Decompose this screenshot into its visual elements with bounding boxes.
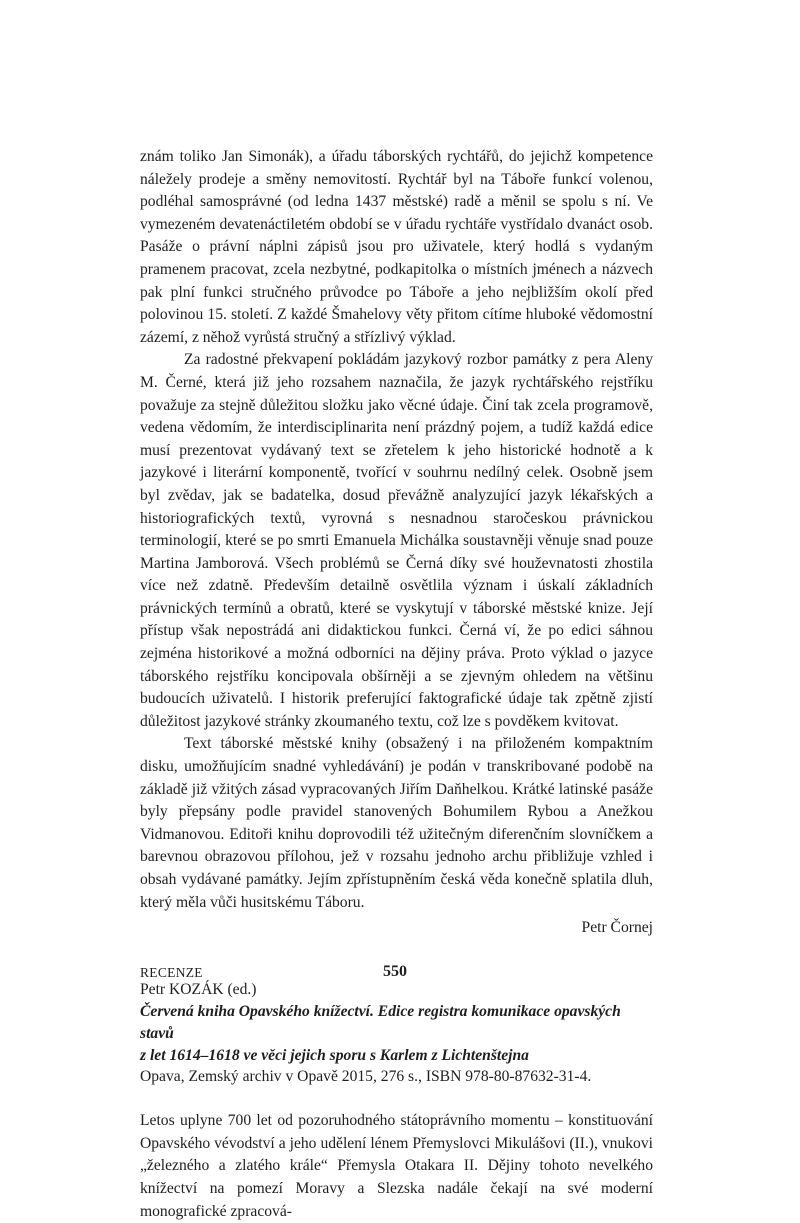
review-first-paragraph: Letos uplyne 700 let od pozoruhodného státoprávního momentu – konstituování Opavského vévodství a jeho udělení lénem Přemyslovci Mikulášovi (II.), vnukovi „železného a zlatého krále“ Přemysla Otakara II. Dějiny tohoto nevelkého knížectví na pomezí Moravy a Slezska nadále čekají na své moderní monografické zpracová- xyxy=(140,1112,653,1220)
page-body xyxy=(140,146,653,1223)
footer-page-number: 550 xyxy=(383,963,407,980)
review-signature: Petr Čornej xyxy=(581,919,653,937)
page-footer xyxy=(140,963,653,983)
review-book-title-line-1: Červená kniha Opavského knížectví. Edice registra komunikace opavských stavů xyxy=(140,1002,621,1042)
body-paragraph-language-analysis: Za radostné překvapení pokládám jazykový rozbor památky z pera Aleny M. Černé, která již jeho rozsahem naznačila, že jazyk rychtářského rejstříku považuje za stejně důležitou složku jako věcné údaje. Činí tak zcela programově, vedena vědomím, že interdisciplinarita není prázdný pojem, a tudíž každá edice musí prezentovat vydávaný text se zřetelem k jeho historické hodnotě a k jazykové i literární komponentě, tvořící v souhrnu nedílný celek. Osobně jsem byl zvědav, jak se badatelka, dosud převážně analyzující jazyk lékařských a historiografických textů, vyrovná s nesnadnou staročeskou právnickou terminologií, které se po smrti Emanuela Michálka soustavněji věnuje snad pouze Martina Jamborová. Všech problémů se Černá díky své houževnatosti zhostila více než zdatně. Především detailně osvětlila význam i úskalí základních právnických termínů a obratů, které se vyskytují v táborské městské knize. Její přístup však nepostrádá ani didaktickou funkci. Černá ví, že po edici sáhnou zejména historikové a možná odborníci na dějiny práva. Proto výklad o jazyce táborského rejstříku koncipovala obšírněji a se zjevným ohledem na většinu budoucích uživatelů. I historik preferující faktografické údaje tak zpětně zjistí důležitost jazykové stránky zkoumaného textu, což lze s povděkem kvitovat. xyxy=(140,351,653,730)
footer-section-label: RECENZE xyxy=(140,965,203,980)
review-book-title-line-2: z let 1614–1618 ve věci jejich sporu s Karlem z Lichtenštejna xyxy=(140,1046,529,1064)
review-book-editor: Petr KOZÁK (ed.) xyxy=(140,981,257,999)
body-paragraph-continuation: znám toliko Jan Simonák), a úřadu táborských rychtářů, do jejichž kompetence náležely prodeje a směny nemovitostí. Rychtář byl na Táboře funkcí volenou, podléhal samosprávné (od ledna 1437 městské) radě a měnil se spolu s ní. Ve vymezeném devatenáctiletém období se v úřadu rychtáře vystřídalo dvanáct osob. Pasáže o právní náplni zápisů jsou pro uživatele, který hodlá s vydaným pramenem pracovat, zcela nezbytné, podkapitolka o místních jménech a názvech pak plní funkci stručného průvodce po Táboře a jeho nejbližším okolí před polovinou 15. století. Z každé Šmahelovy věty přitom cítíme hluboké vědomostní zázemí, z něhož vyrůstá stručný a střízlivý výklad. xyxy=(140,148,653,346)
review-book-publication-info: Opava, Zemský archiv v Opavě 2015, 276 s., ISBN 978-80-87632-31-4. xyxy=(140,1068,592,1086)
body-paragraph-edition-text: Text táborské městské knihy (obsažený i na přiloženém kompaktním disku, umožňujícím snadné vyhledávání) je podán v transkribované podobě na základě již vžitých zásad vypracovaných Jiřím Daňhelkou. Krátké latinské pasáže byly přepsány podle pravidel stanovených Bohumilem Rybou a Anežkou Vidmanovou. Editoři knihu doprovodili též užitečným diferenčním slovníčkem a barevnou obrazovou přílohou, jež v rozsahu jednoho archu přibližuje vzhled i obsah vydávané památky. Jejím zpřístupněním česká věda konečně splatila dluh, který měla vůči husitskému Táboru. xyxy=(140,735,653,911)
review-header xyxy=(140,979,653,1088)
